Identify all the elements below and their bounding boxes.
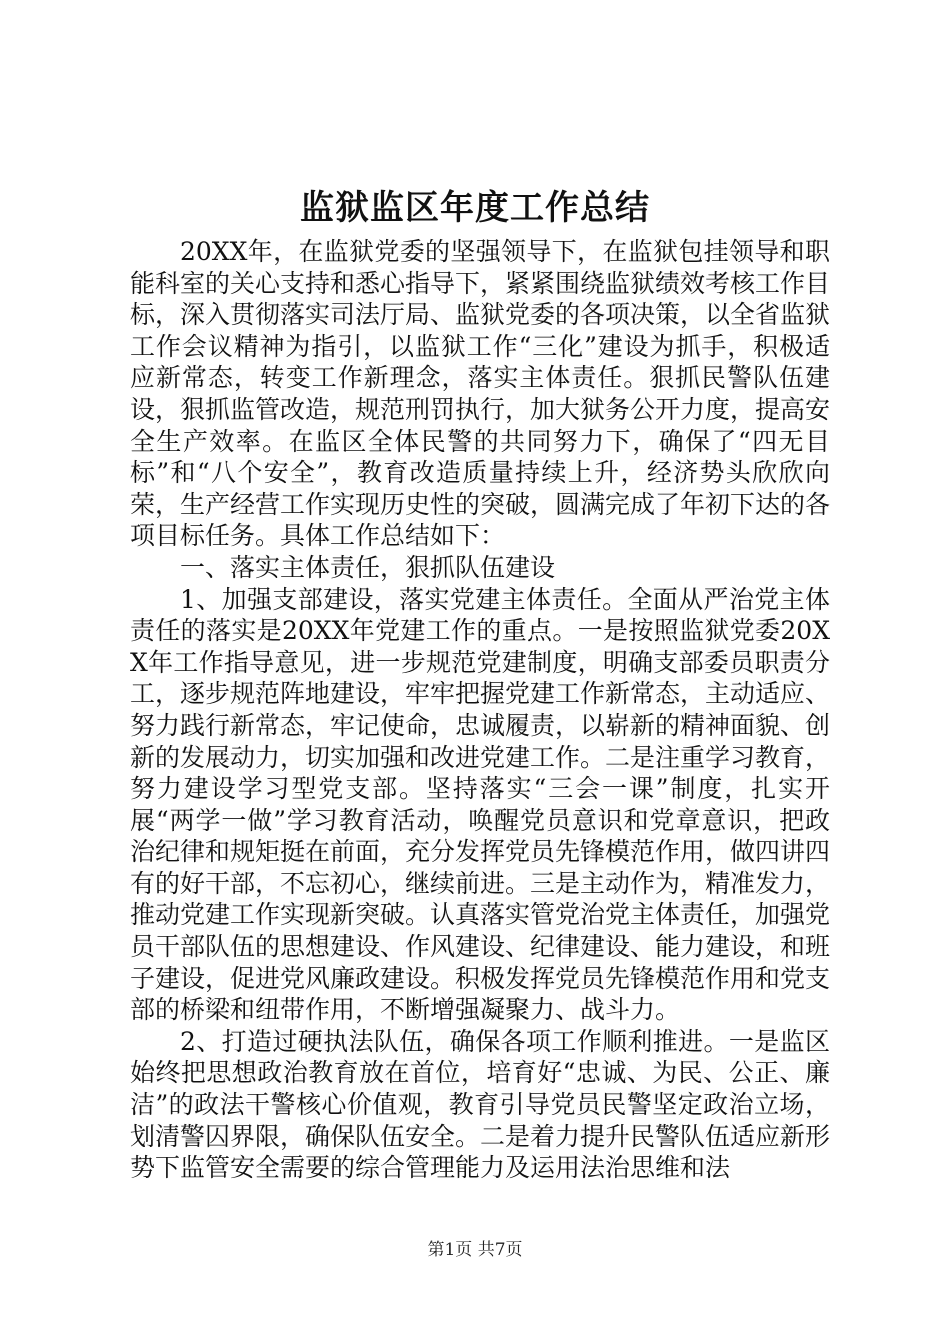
body-paragraph: 1、加强支部建设，落实党建主体责任。全面从严治党主体责任的落实是20XX年党建工作的重点。一是按照监狱党委20XX年工作指导意见，进一步规范党建制度，明确支部委员职责分工，逐步规范阵地建设，牢牢把握党建工作新常态，主动适应、努力践行新常态，牢记使命，忠诚履责，以崭新的精神面貌、创新的发展动力，切实加强和改进党建工作。二是注重学习教育，努力建设学习型党支部。坚持落实“三会一课”制度，扎实开展“两学一做”学习教育活动，唤醒党员意识和党章意识，把政治纪律和规矩挺在前面，充分发挥党员先锋模范作用，做四讲四有的好干部，不忘初心，继续前进。三是主动作为，精准发力，推动党建工作实现新突破。认真落实管党治党主体责任，加强党员干部队伍的思想建设、作风建设、纪律建设、能力建设，和班子建设，促进党风廉政建设。积极发挥党员先锋模范作用和党支部的桥梁和纽带作用，不断增强凝聚力、战斗力。 — [130, 584, 831, 1025]
section-heading: 一、落实主体责任，狠抓队伍建设 — [180, 552, 556, 582]
body-paragraph: 2、打造过硬执法队伍，确保各项工作顺利推进。一是监区始终把思想政治教育放在首位，培育好“忠诚、为民、公正、廉洁”的政法干警核心价值观，教育引导党员民警坚定政治立场，划清警囚界限，确保队伍安全。二是着力提升民警队伍适应新形势下监管安全需要的综合管理能力及运用法治思维和法 — [130, 1026, 831, 1183]
page-number-footer: 第1页 共7页 — [427, 1240, 523, 1260]
intro-paragraph: 20XX年，在监狱党委的坚强领导下，在监狱包挂领导和职能科室的关心支持和悉心指导下，紧紧围绕监狱绩效考核工作目标，深入贯彻落实司法厅局、监狱党委的各项决策，以全省监狱工作会议精神为指引，以监狱工作“三化”建设为抓手，积极适应新常态，转变工作新理念，落实主体责任。狠抓民警队伍建设，狠抓监管改造，规范刑罚执行，加大狱务公开力度，提高安全生产效率。在监区全体民警的共同努力下，确保了“四无目标”和“八个安全”，教育改造质量持续上升，经济势头欣欣向荣，生产经营工作实现历史性的突破，圆满完成了年初下达的各项目标任务。具体工作总结如下： — [130, 237, 831, 551]
document-title: 监狱监区年度工作总结 — [300, 188, 650, 228]
document-body — [130, 236, 830, 1184]
